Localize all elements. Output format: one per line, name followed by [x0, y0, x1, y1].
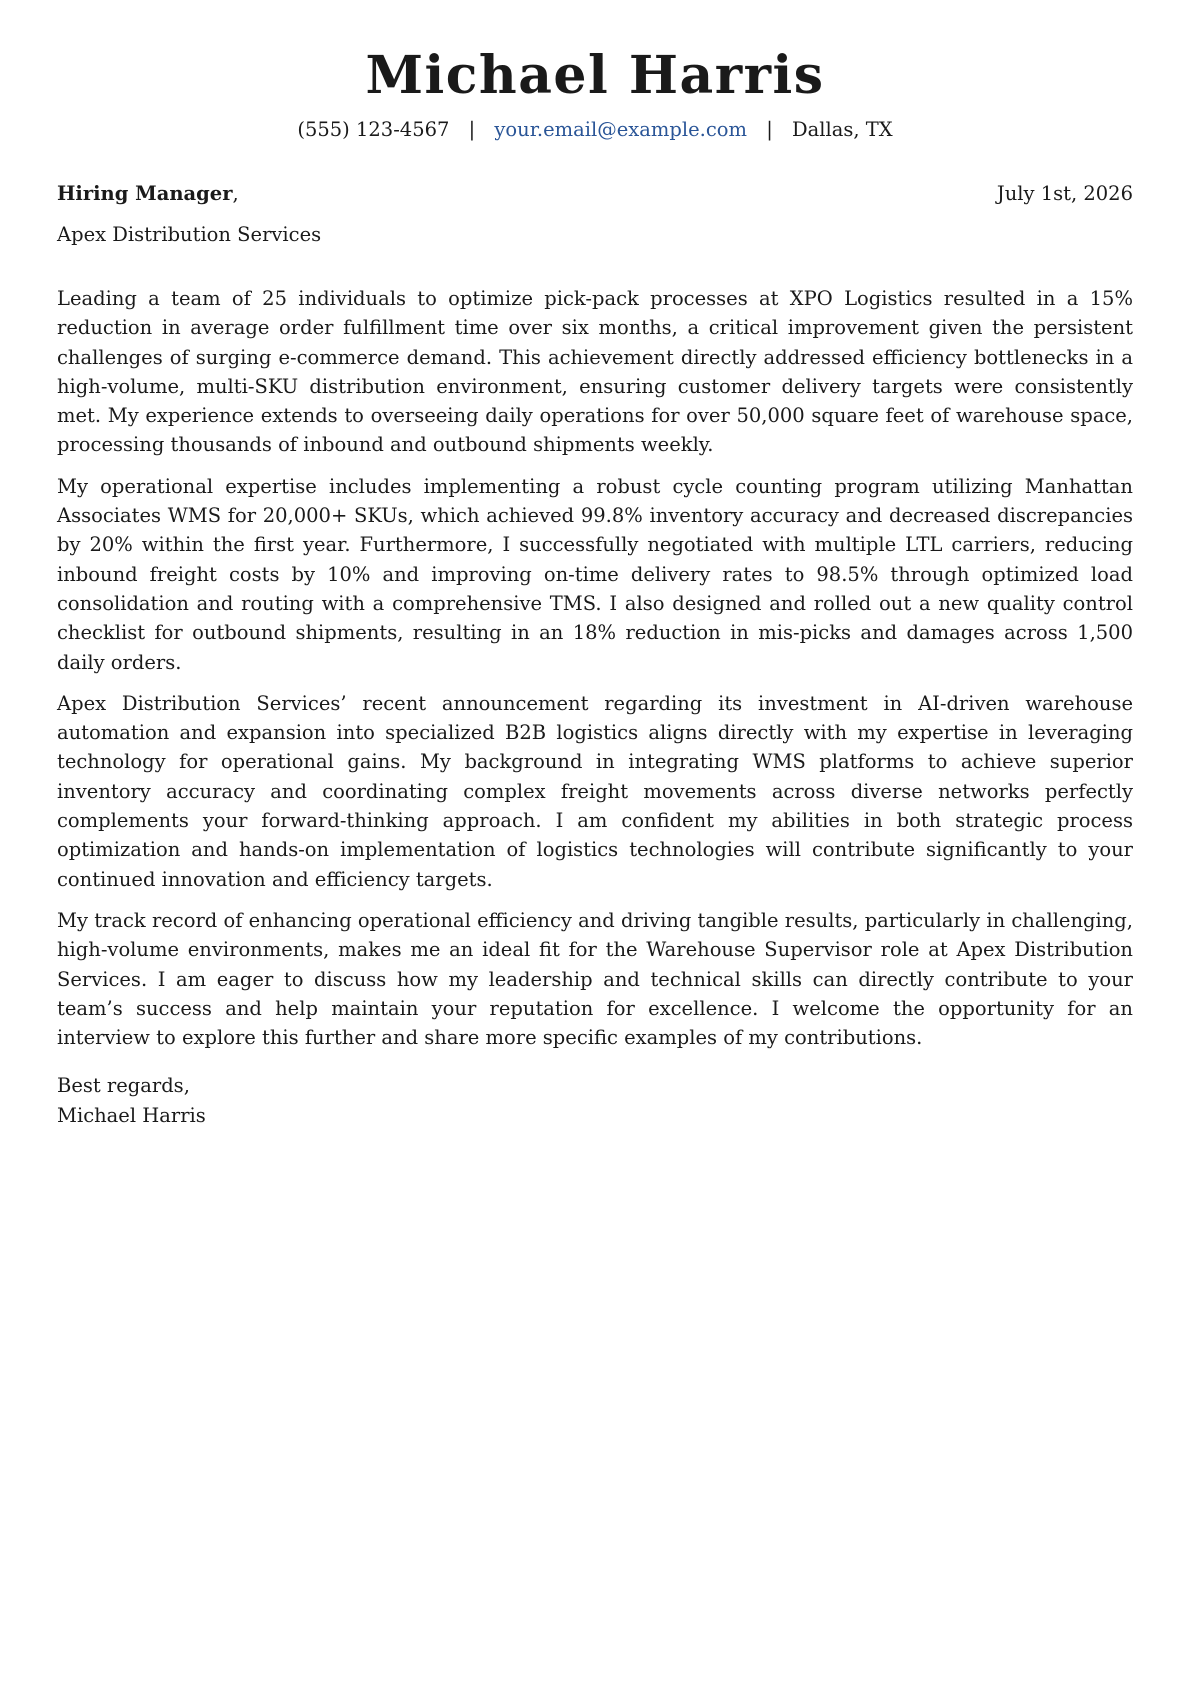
- contact-line: [57, 116, 1133, 144]
- closing-block: [57, 1071, 1133, 1130]
- body-paragraph: Leading a team of 25 individuals to optimize pick-pack processes at XPO Logistics resulted in a 15% reduction in average order fulfillment time over six months, a critical improvement given the persistent challenges of surging e-commerce demand. This achievement directly addressed efficiency bottlenecks in a high-volume, multi-SKU distribution environment, ensuring customer delivery targets were consistently met. My experience extends to overseeing daily operations for over 50,000 square feet of warehouse space, processing thousands of inbound and outbound shipments weekly.: [57, 287, 1133, 457]
- applicant-name: Michael Harris: [365, 45, 825, 106]
- email-link[interactable]: your.email@example.com: [494, 118, 747, 141]
- recipient-comma: ,: [232, 182, 239, 205]
- recipient-company: Apex Distribution Services: [57, 223, 322, 246]
- recipient-name: Hiring Manager: [57, 182, 233, 205]
- letter-date: July 1st, 2026: [996, 182, 1133, 205]
- body-paragraph: Apex Distribution Services’ recent announcement regarding its investment in AI-driven warehouse automation and expansion into specialized B2B logistics aligns directly with my expertise in leveraging technology for operational gains. My background in integrating WMS platforms to achieve superior inventory accuracy and coordinating complex freight movements across diverse networks perfectly complements your forward-thinking approach. I am confident my abilities in both strategic process optimization and hands-on implementation of logistics technologies will contribute significantly to your continued innovation and efficiency targets.: [57, 691, 1133, 891]
- phone-number: (555) 123-4567: [297, 118, 450, 141]
- body-paragraph: My track record of enhancing operational efficiency and driving tangible results, particularly in challenging, high-volume environments, makes me an ideal fit for the Warehouse Supervisor role at Apex Distribution Services. I am eager to discuss how my leadership and technical skills can directly contribute to your team’s success and help maintain your reputation for excellence. I welcome the opportunity for an interview to explore this further and share more specific examples of my contributions.: [57, 908, 1133, 1050]
- signature-name: Michael Harris: [57, 1103, 206, 1127]
- body-paragraph: My operational expertise includes implementing a robust cycle counting program utilizing Manhattan Associates WMS for 20,000+ SKUs, which achieved 99.8% inventory accuracy and decreased discrepancies by 20% within the first year. Furthermore, I successfully negotiated with multiple LTL carriers, reducing inbound freight costs by 10% and improving on-time delivery rates to 98.5% through optimized load consolidation and routing with a comprehensive TMS. I also designed and rolled out a new quality control checklist for outbound shipments, resulting in an 18% reduction in mis-picks and damages across 1,500 daily orders.: [57, 474, 1133, 674]
- closing-salutation: Best regards,: [57, 1074, 190, 1098]
- recipient-date-row: [57, 180, 1133, 208]
- contact-separator: |: [468, 118, 476, 141]
- contact-separator: |: [766, 118, 773, 141]
- location: Dallas, TX: [791, 118, 893, 141]
- recipient-greeting: [57, 180, 239, 208]
- letter-body: [57, 284, 1133, 1052]
